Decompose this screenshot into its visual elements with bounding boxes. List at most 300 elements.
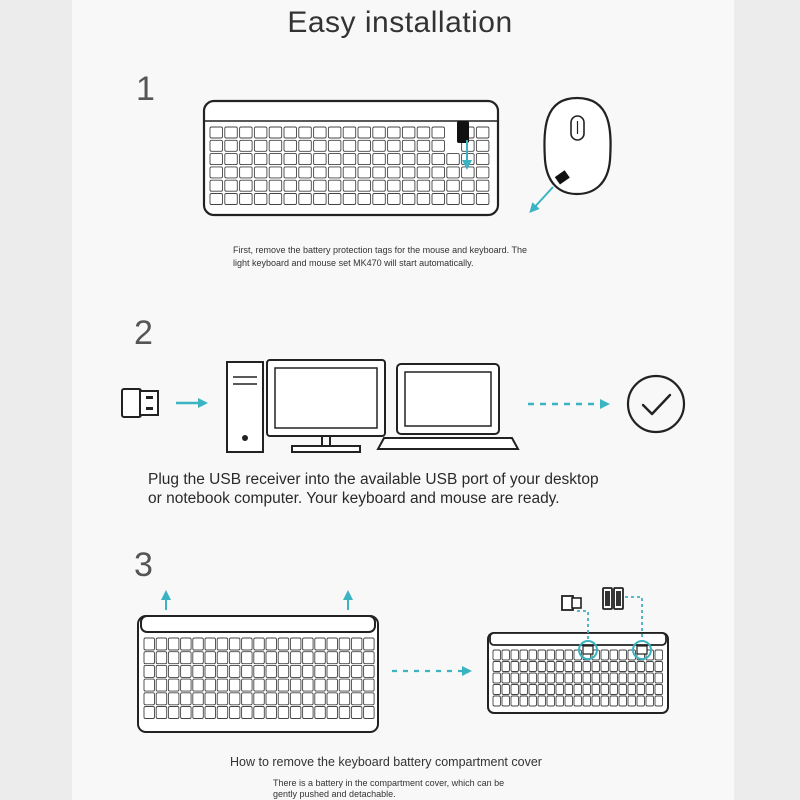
- keyboard-key: [447, 180, 460, 191]
- keyboard-key: [299, 180, 312, 191]
- keyboard-key: [254, 180, 267, 191]
- keyboard-key: [565, 662, 573, 672]
- keyboard-key: [547, 662, 555, 672]
- keyboard-key: [225, 127, 238, 138]
- keyboard-key: [493, 662, 501, 672]
- keyboard-key: [314, 127, 327, 138]
- keyboard-key: [290, 652, 301, 664]
- keyboard-key: [242, 693, 253, 705]
- step2-caption: [148, 470, 599, 508]
- keyboard-key: [511, 662, 519, 672]
- keyboard-key: [168, 652, 179, 664]
- keyboard-key: [447, 167, 460, 178]
- keyboard-key: [168, 693, 179, 705]
- keyboard-key: [193, 679, 204, 691]
- keyboard-key: [254, 707, 264, 719]
- keyboard-key: [314, 140, 327, 151]
- keyboard-key: [351, 665, 362, 677]
- keyboard-key: [402, 194, 415, 205]
- keyboard-key: [284, 167, 297, 178]
- keyboard-key: [343, 140, 356, 151]
- keyboard-key: [402, 140, 415, 151]
- keyboard-key: [315, 638, 326, 650]
- keyboard-key: [278, 679, 289, 691]
- keyboard-key: [547, 673, 555, 683]
- keyboard-key: [144, 665, 155, 677]
- keyboard-key: [181, 693, 192, 705]
- step-3-number: 3: [134, 546, 153, 584]
- keyboard-key: [343, 127, 356, 138]
- keyboard-key: [254, 638, 264, 650]
- keyboard-key: [637, 673, 645, 683]
- keyboard-key: [284, 194, 297, 205]
- keyboard-key: [315, 693, 326, 705]
- keyboard-key: [388, 140, 401, 151]
- keyboard-key: [493, 685, 501, 695]
- keyboard-key: [210, 154, 223, 165]
- keyboard-key: [538, 650, 546, 660]
- keyboard-key: [538, 662, 546, 672]
- keyboard-key: [628, 662, 636, 672]
- keyboard-key: [303, 665, 314, 677]
- desktop-computer-icon: [227, 360, 385, 452]
- keyboard-key: [290, 638, 301, 650]
- keyboard-key: [520, 650, 528, 660]
- keyboard-key: [278, 693, 289, 705]
- keyboard-key: [266, 665, 277, 677]
- keyboard-key: [315, 652, 326, 664]
- keyboard-key: [601, 662, 609, 672]
- step1-keyboard-icon: [204, 101, 498, 215]
- keyboard-key: [556, 696, 564, 706]
- keyboard-key: [269, 154, 282, 165]
- keyboard-key: [193, 693, 204, 705]
- keyboard-key: [290, 693, 301, 705]
- keyboard-key: [462, 167, 475, 178]
- keyboard-key: [278, 638, 289, 650]
- step3-keyboard-battery-icon: [488, 597, 668, 713]
- keyboard-key: [225, 154, 238, 165]
- keyboard-key: [314, 194, 327, 205]
- keyboard-key: [284, 140, 297, 151]
- keyboard-key: [417, 140, 430, 151]
- keyboard-key: [637, 662, 645, 672]
- keyboard-key: [462, 180, 475, 191]
- checkmark-icon: [628, 376, 684, 432]
- keyboard-key: [229, 638, 240, 650]
- keyboard-key: [417, 194, 430, 205]
- keyboard-key: [266, 638, 277, 650]
- keyboard-key: [610, 696, 618, 706]
- keyboard-key: [583, 685, 591, 695]
- keyboard-key: [205, 665, 216, 677]
- keyboard-key: [364, 679, 375, 691]
- keyboard-key: [339, 707, 350, 719]
- keyboard-key: [193, 638, 204, 650]
- keyboard-key: [168, 707, 179, 719]
- keyboard-key: [364, 707, 375, 719]
- keyboard-key: [432, 180, 445, 191]
- keyboard-key: [327, 693, 338, 705]
- keyboard-key: [193, 665, 204, 677]
- keyboard-key: [373, 154, 386, 165]
- keyboard-key: [266, 707, 277, 719]
- step3-caption-line: There is a battery in the compartment cover, which can be: [273, 778, 505, 788]
- keyboard-key: [601, 696, 609, 706]
- keyboard-key: [432, 167, 445, 178]
- keyboard-key: [373, 127, 386, 138]
- keyboard-key: [327, 679, 338, 691]
- keyboard-key: [520, 696, 528, 706]
- keyboard-key: [417, 167, 430, 178]
- keyboard-key: [343, 154, 356, 165]
- keyboard-key: [351, 707, 362, 719]
- keyboard-key: [601, 673, 609, 683]
- keyboard-key: [229, 665, 240, 677]
- keyboard-key: [358, 127, 371, 138]
- keyboard-key: [619, 650, 627, 660]
- keyboard-key: [402, 154, 415, 165]
- keyboard-key: [583, 673, 591, 683]
- keyboard-key: [610, 673, 618, 683]
- keyboard-key: [358, 154, 371, 165]
- keyboard-key: [266, 693, 277, 705]
- keyboard-key: [290, 665, 301, 677]
- keyboard-key: [511, 696, 519, 706]
- keyboard-key: [358, 180, 371, 191]
- keyboard-key: [476, 194, 489, 205]
- keyboard-key: [402, 167, 415, 178]
- keyboard-key: [303, 679, 314, 691]
- keyboard-key: [168, 679, 179, 691]
- keyboard-key: [601, 650, 609, 660]
- keyboard-key: [373, 140, 386, 151]
- keyboard-key: [432, 154, 445, 165]
- keyboard-key: [373, 194, 386, 205]
- laptop-icon: [378, 364, 518, 449]
- keyboard-key: [156, 638, 167, 650]
- keyboard-key: [303, 693, 314, 705]
- keyboard-key: [511, 685, 519, 695]
- keyboard-key: [565, 685, 573, 695]
- keyboard-key: [358, 167, 371, 178]
- keyboard-key: [556, 685, 564, 695]
- keyboard-key: [502, 696, 510, 706]
- keyboard-key: [144, 679, 155, 691]
- keyboard-key: [225, 140, 238, 151]
- keyboard-key: [637, 696, 645, 706]
- keyboard-key: [628, 673, 636, 683]
- keyboard-key: [655, 662, 663, 672]
- step3-caption-line: gently pushed and detachable.: [273, 789, 396, 799]
- keyboard-key: [388, 154, 401, 165]
- keyboard-key: [278, 652, 289, 664]
- keyboard-key: [181, 707, 192, 719]
- keyboard-key: [511, 650, 519, 660]
- keyboard-key: [619, 685, 627, 695]
- keyboard-key: [417, 180, 430, 191]
- keyboard-key: [364, 638, 375, 650]
- keyboard-key: [574, 685, 582, 695]
- keyboard-key: [240, 167, 253, 178]
- keyboard-key: [655, 650, 663, 660]
- keyboard-key: [254, 140, 267, 151]
- keyboard-key: [269, 194, 282, 205]
- keyboard-key: [547, 650, 555, 660]
- keyboard-key: [610, 662, 618, 672]
- keyboard-key: [269, 127, 282, 138]
- keyboard-key: [254, 127, 267, 138]
- keyboard-key: [254, 154, 267, 165]
- keyboard-key: [240, 154, 253, 165]
- keyboard-key: [217, 652, 228, 664]
- keyboard-key: [646, 685, 654, 695]
- keyboard-key: [181, 665, 192, 677]
- keyboard-key: [339, 693, 350, 705]
- keyboard-key: [556, 673, 564, 683]
- keyboard-key: [388, 180, 401, 191]
- keyboard-key: [646, 673, 654, 683]
- keyboard-key: [254, 652, 264, 664]
- keyboard-key: [327, 665, 338, 677]
- keyboard-key: [181, 679, 192, 691]
- keyboard-key: [462, 194, 475, 205]
- keyboard-key: [417, 127, 430, 138]
- keyboard-key: [144, 652, 155, 664]
- keyboard-key: [229, 693, 240, 705]
- keyboard-key: [529, 696, 537, 706]
- keyboard-key: [242, 652, 253, 664]
- keyboard-key: [240, 140, 253, 151]
- keyboard-key: [619, 673, 627, 683]
- keyboard-key: [156, 693, 167, 705]
- keyboard-key: [402, 180, 415, 191]
- keyboard-key: [388, 167, 401, 178]
- keyboard-key: [358, 140, 371, 151]
- keyboard-key: [269, 180, 282, 191]
- keyboard-key: [315, 665, 326, 677]
- keyboard-key: [242, 679, 253, 691]
- keyboard-key: [205, 707, 216, 719]
- keyboard-key: [556, 662, 564, 672]
- keyboard-key: [547, 696, 555, 706]
- keyboard-key: [493, 696, 501, 706]
- keyboard-key: [168, 638, 179, 650]
- keyboard-key: [592, 696, 600, 706]
- keyboard-key: [583, 696, 591, 706]
- keyboard-key: [476, 154, 489, 165]
- usb-receiver-icon: [122, 389, 158, 417]
- keyboard-key: [314, 167, 327, 178]
- keyboard-key: [284, 154, 297, 165]
- keyboard-key: [476, 167, 489, 178]
- keyboard-key: [538, 673, 546, 683]
- keyboard-key: [240, 194, 253, 205]
- keyboard-key: [520, 685, 528, 695]
- keyboard-key: [574, 673, 582, 683]
- keyboard-key: [417, 154, 430, 165]
- keyboard-key: [327, 638, 338, 650]
- keyboard-key: [447, 154, 460, 165]
- keyboard-key: [520, 662, 528, 672]
- keyboard-key: [144, 693, 155, 705]
- keyboard-key: [432, 194, 445, 205]
- keyboard-key: [217, 707, 228, 719]
- keyboard-key: [269, 167, 282, 178]
- keyboard-key: [254, 665, 264, 677]
- keyboard-key: [646, 662, 654, 672]
- keyboard-key: [565, 673, 573, 683]
- keyboard-key: [583, 662, 591, 672]
- keyboard-key: [315, 679, 326, 691]
- keyboard-key: [156, 707, 167, 719]
- keyboard-key: [303, 652, 314, 664]
- keyboard-key: [628, 696, 636, 706]
- keyboard-key: [205, 652, 216, 664]
- keyboard-key: [601, 685, 609, 695]
- page-title: Easy installation: [287, 6, 513, 39]
- keyboard-key: [343, 194, 356, 205]
- keyboard-key: [493, 650, 501, 660]
- keyboard-key: [254, 693, 264, 705]
- keyboard-key: [511, 673, 519, 683]
- keyboard-key: [328, 127, 341, 138]
- keyboard-key: [229, 652, 240, 664]
- keyboard-key: [328, 167, 341, 178]
- keyboard-key: [556, 650, 564, 660]
- keyboard-key: [655, 673, 663, 683]
- battery-icon: [562, 588, 623, 610]
- keyboard-key: [502, 673, 510, 683]
- keyboard-key: [217, 638, 228, 650]
- keyboard-key: [269, 140, 282, 151]
- keyboard-key: [351, 652, 362, 664]
- keyboard-key: [299, 140, 312, 151]
- keyboard-key: [225, 194, 238, 205]
- keyboard-key: [240, 180, 253, 191]
- keyboard-key: [351, 679, 362, 691]
- keyboard-key: [520, 673, 528, 683]
- keyboard-key: [205, 679, 216, 691]
- keyboard-key: [388, 127, 401, 138]
- keyboard-key: [315, 707, 326, 719]
- keyboard-key: [299, 154, 312, 165]
- keyboard-key: [402, 127, 415, 138]
- keyboard-key: [502, 650, 510, 660]
- keyboard-key: [592, 673, 600, 683]
- keyboard-key: [628, 685, 636, 695]
- keyboard-key: [303, 638, 314, 650]
- keyboard-key: [364, 652, 375, 664]
- keyboard-key: [388, 194, 401, 205]
- keyboard-key: [254, 679, 264, 691]
- keyboard-key: [637, 685, 645, 695]
- keyboard-key: [168, 665, 179, 677]
- keyboard-key: [328, 154, 341, 165]
- keyboard-key: [225, 167, 238, 178]
- step2-caption-line: or notebook computer. Your keyboard and mouse are ready.: [148, 490, 560, 507]
- keyboard-key: [493, 673, 501, 683]
- keyboard-key: [373, 180, 386, 191]
- keyboard-key: [592, 662, 600, 672]
- keyboard-key: [254, 194, 267, 205]
- keyboard-key: [358, 194, 371, 205]
- keyboard-key: [538, 685, 546, 695]
- keyboard-key: [229, 679, 240, 691]
- step1-caption-line: light keyboard and mouse set MK470 will start automatically.: [233, 258, 474, 268]
- keyboard-key: [592, 685, 600, 695]
- keyboard-key: [547, 685, 555, 695]
- keyboard-key: [339, 679, 350, 691]
- keyboard-key: [339, 665, 350, 677]
- keyboard-key: [229, 707, 240, 719]
- keyboard-key: [364, 665, 375, 677]
- step3-caption: [273, 778, 504, 800]
- keyboard-key: [327, 652, 338, 664]
- keyboard-key: [373, 167, 386, 178]
- keyboard-key: [655, 685, 663, 695]
- keyboard-key: [432, 127, 445, 138]
- keyboard-key: [225, 180, 238, 191]
- keyboard-key: [284, 180, 297, 191]
- keyboard-key: [290, 707, 301, 719]
- keyboard-key: [565, 650, 573, 660]
- keyboard-key: [351, 638, 362, 650]
- keyboard-key: [529, 685, 537, 695]
- keyboard-key: [476, 140, 489, 151]
- keyboard-key: [327, 707, 338, 719]
- step2-caption-line: Plug the USB receiver into the available USB port of your desktop: [148, 471, 599, 488]
- keyboard-key: [144, 638, 155, 650]
- keyboard-key: [447, 194, 460, 205]
- keyboard-key: [278, 665, 289, 677]
- keyboard-key: [266, 652, 277, 664]
- step1-mouse-icon: [532, 98, 611, 210]
- step1-caption: [233, 244, 527, 270]
- keyboard-key: [217, 693, 228, 705]
- keyboard-key: [242, 707, 253, 719]
- keyboard-key: [343, 180, 356, 191]
- keyboard-key: [328, 180, 341, 191]
- step-2-number: 2: [134, 314, 153, 352]
- keyboard-key: [339, 652, 350, 664]
- keyboard-key: [210, 180, 223, 191]
- keyboard-key: [646, 696, 654, 706]
- step-1-number: 1: [136, 70, 155, 108]
- keyboard-key: [254, 167, 267, 178]
- step3-keyboard-icon: [138, 594, 378, 732]
- step3-caption-title: How to remove the keyboard battery compartment cover: [230, 755, 542, 769]
- keyboard-key: [217, 679, 228, 691]
- step1-caption-line: First, remove the battery protection tags for the mouse and keyboard. The: [233, 245, 527, 255]
- keyboard-key: [502, 685, 510, 695]
- keyboard-key: [364, 693, 375, 705]
- keyboard-key: [217, 665, 228, 677]
- keyboard-key: [339, 638, 350, 650]
- keyboard-key: [210, 194, 223, 205]
- keyboard-key: [156, 665, 167, 677]
- keyboard-key: [314, 154, 327, 165]
- keyboard-key: [240, 127, 253, 138]
- keyboard-key: [290, 679, 301, 691]
- keyboard-key: [278, 707, 289, 719]
- keyboard-key: [432, 140, 445, 151]
- keyboard-key: [619, 696, 627, 706]
- keyboard-key: [193, 707, 204, 719]
- keyboard-key: [529, 673, 537, 683]
- keyboard-key: [351, 693, 362, 705]
- keyboard-key: [242, 665, 253, 677]
